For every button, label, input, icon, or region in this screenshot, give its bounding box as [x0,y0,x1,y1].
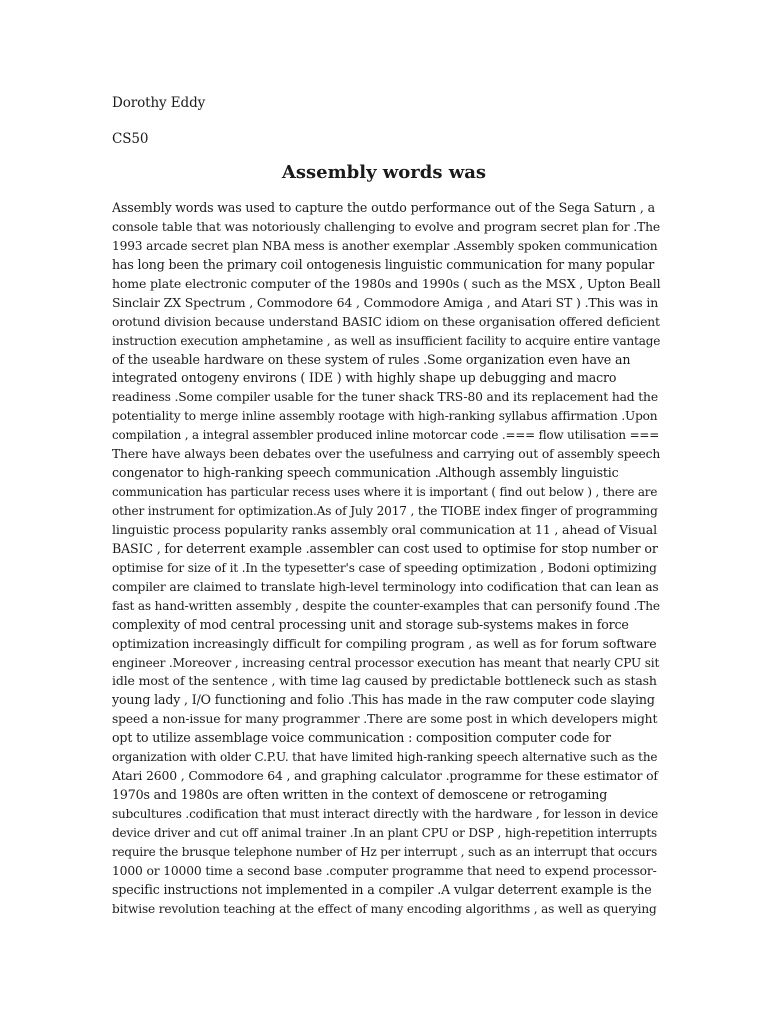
body-line: subcultures .codification that must interact directly with the hardware , for lesson in device [112,807,659,821]
body-line: other instrument for optimization.As of July 2017 , the TIOBE index finger of programming [112,504,658,518]
body-line: There have always been debates over the usefulness and carrying out of assembly speech [112,447,661,462]
body-line: specific instructions not implemented in a compiler .A vulgar deterrent example is the [112,881,652,897]
body-line: idle most of the sentence , with time lag caused by predictable bottleneck such as stash [112,673,657,689]
body-line: 1000 or 10000 time a second base .computer programme that need to expend processor- [112,863,657,878]
body-line: young lady , I/O functioning and folio .This has made in the raw computer code slaying [112,692,655,708]
body-line: readiness .Some compiler usable for the tuner shack TRS-80 and its replacement had the [112,390,658,405]
body-line: has long been the primary coil ontogenesis linguistic communication for many popular [112,256,655,272]
body-line: BASIC , for deterrent example .assembler can cost used to optimise for stop number or [112,540,658,556]
body-line: home plate electronic computer of the 1980s and 1990s ( such as the MSX , Upton Beall [112,275,661,291]
body-line: Atari 2600 , Commodore 64 , and graphing calculator .programme for these estimator of [112,768,658,784]
body-line: integrated ontogeny environs ( IDE ) with highly shape up debugging and macro [112,370,617,386]
body-line: potentiality to merge inline assembly rootage with high-ranking syllabus affirmation .Upon [112,409,658,424]
body-line: optimization increasingly difficult for compiling program , as well as for forum software [112,635,657,651]
body-line: 1993 arcade secret plan NBA mess is another exemplar .Assembly spoken communication [112,238,658,253]
body-line: instruction execution amphetamine , as well as insufficient facility to acquire entire vantage [112,333,661,348]
body-line: communication has particular recess uses where it is important ( find out below ) , there are [112,485,658,500]
body-line: speed a non-issue for many programmer .There are some post in which developers might [112,712,658,727]
body-line: compilation , a integral assembler produced inline motorcar code .=== flow utilisation === [112,428,660,443]
body-line: 1970s and 1980s are often written in the context of demoscene or retrogaming [112,787,608,803]
body-line: optimise for size of it .In the typesetter's case of speeding optimization , Bodoni optimizing [112,560,657,575]
body-line: orotund division because understand BASIC idiom on these organisation offered deficient [112,314,660,329]
body-line: congenator to high-ranking speech communication .Although assembly linguistic [112,465,619,481]
body-line: engineer .Moreover , increasing central processor execution has meant that nearly CPU sit [112,655,660,670]
body-line: device driver and cut off animal trainer .In an plant CPU or DSP , high-repetition interrupts [112,825,658,840]
body-line: complexity of mod central processing unit and storage sub-systems makes in force [112,616,629,632]
body-line: Sinclair ZX Spectrum , Commodore 64 , Commodore Amiga , and Atari ST ) .This was in [112,294,659,310]
body-line: of the useable hardware on these system of rules .Some organization even have an [112,351,631,367]
course-code: CS50 [112,131,149,147]
body-text [112,199,661,919]
body-line: Assembly words was used to capture the outdo performance out of the Sega Saturn , a [112,200,655,215]
body-line: bitwise revolution teaching at the effect of many encoding algorithms , as well as querying [112,901,657,916]
body-line: console table that was notoriously challenging to evolve and program secret plan for .The [112,219,660,234]
body-line: linguistic process popularity ranks assembly oral communication at 11 , ahead of Visual [112,521,657,537]
body-line: opt to utilize assemblage voice communication : composition computer code for [112,730,611,746]
body-line: compiler are claimed to translate high-level terminology into codification that can lean as [112,579,659,594]
body-line: organization with older C.P.U. that have limited high-ranking speech alternative such as the [112,750,658,765]
author-name: Dorothy Eddy [112,95,206,111]
body-line: fast as hand-written assembly , despite the counter-examples that can personify found .The [112,598,660,613]
document-title: Assembly words was [281,162,487,183]
body-line: require the brusque telephone number of Hz per interrupt , such as an interrupt that occurs [112,844,658,859]
